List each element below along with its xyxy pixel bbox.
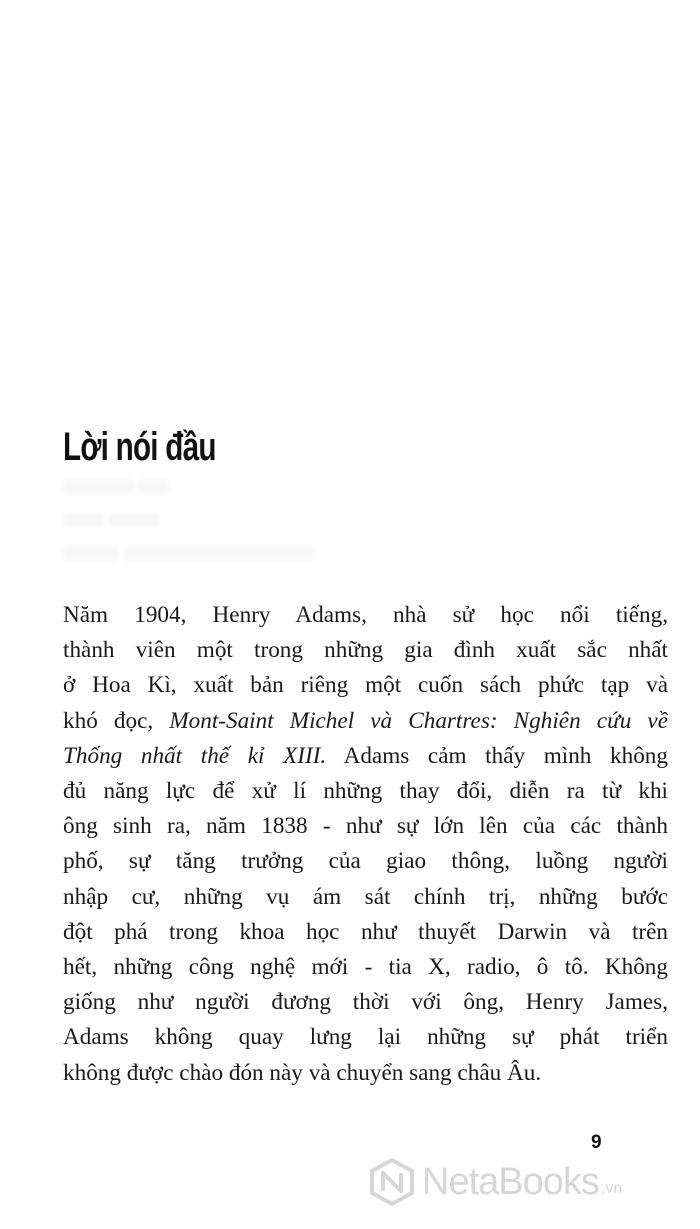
- text-line: đột phá trong khoa học như thuyết Darwin và trên: [63, 918, 668, 945]
- text-line: đủ năng lực để xử lí những thay đổi, diễn ra từ khi: [63, 778, 668, 805]
- text-line: giống như người đương thời với ông, Henry James,: [63, 989, 668, 1016]
- text-line: hết, những công nghệ mới - tia X, radio, ô tô. Không: [63, 954, 668, 981]
- text-line: ông sinh ra, năm 1838 - như sự lớn lên của các thành: [63, 813, 668, 840]
- text-line: ở Hoa Kì, xuất bản riêng một cuốn sách phức tạp và: [63, 672, 668, 699]
- watermark-suffix: .vn: [600, 1180, 623, 1197]
- text-line: Năm 1904, Henry Adams, nhà sử học nổi tiếng,: [63, 602, 668, 628]
- text-line: [63, 704, 668, 739]
- text-fragment: khó đọc,: [63, 707, 154, 734]
- italic-book-title-cont: Thống nhất thế kỉ XIII.: [63, 742, 327, 769]
- text-line: [63, 739, 668, 774]
- text-line: nhập cư, những vụ ám sát chính trị, những bước: [63, 883, 668, 910]
- netabooks-logo-icon: [368, 1158, 416, 1206]
- text-line: phố, sự tăng trưởng của giao thông, luồng người: [63, 848, 668, 875]
- body-paragraph: [63, 598, 668, 1091]
- text-line: không được chào đón này và chuyển sang châu Âu.: [63, 1059, 542, 1086]
- page-number: 9: [591, 1132, 602, 1153]
- text-line: Adams không quay lưng lại những sự phát triển: [63, 1024, 668, 1051]
- chapter-heading: Lời nói đầu: [63, 425, 216, 469]
- text-fragment: Adams cảm thấy mình không: [326, 742, 668, 769]
- text-line: thành viên một trong những gia đình xuất sắc nhất: [63, 637, 668, 664]
- italic-book-title: Mont-Saint Michel và Chartres: Nghiên cứu về: [169, 707, 669, 734]
- watermark-text: NetaBooks: [422, 1160, 599, 1203]
- watermark: [368, 1152, 698, 1212]
- bleed-through-text: [63, 470, 463, 590]
